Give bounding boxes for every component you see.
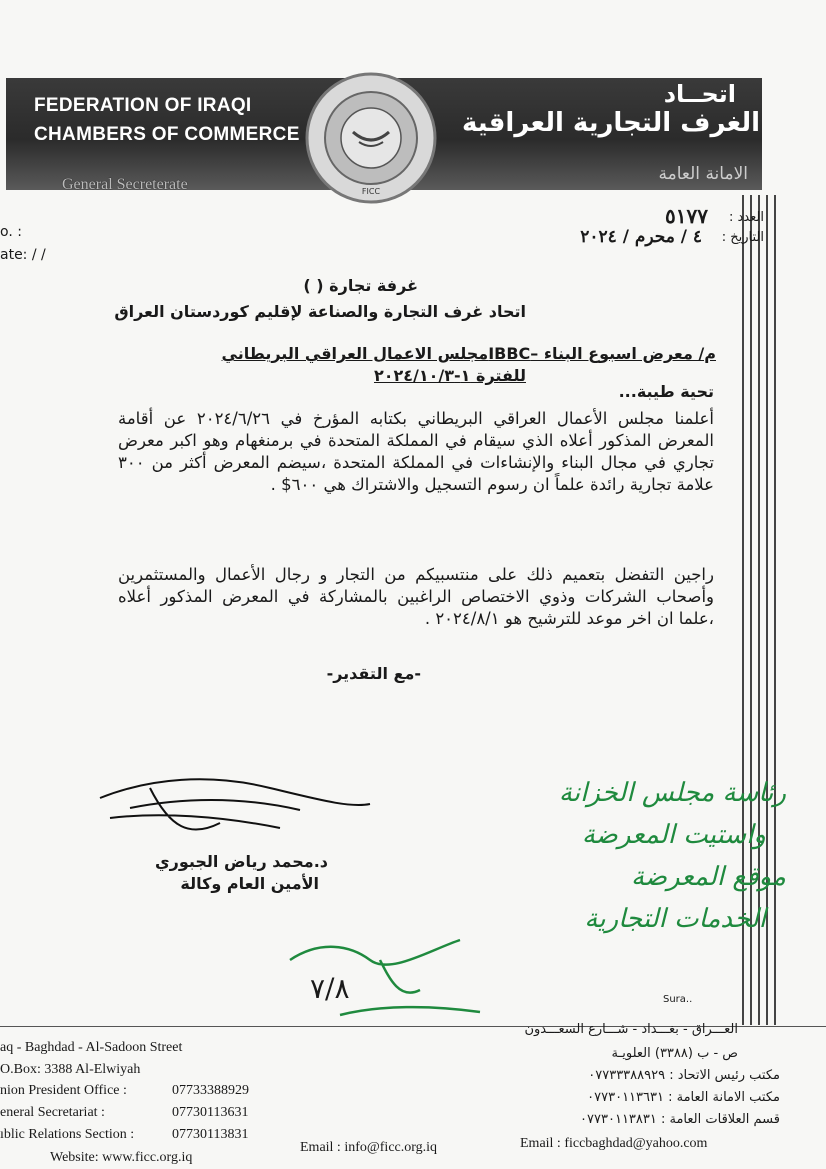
signatory-name: د.محمد رياض الجبوري <box>154 852 328 871</box>
footer-address: aq - Baghdad - Al-Sadoon Street <box>0 1040 183 1055</box>
recipient-line2: اتحاد غرف التجارة والصناعة لإقليم كوردستان العراق <box>114 302 526 321</box>
footer-pr-phone: 07730113831 <box>172 1127 249 1142</box>
body-paragraph-1: أعلمنا مجلس الأعمال العراقي البريطاني بكتابه المؤرخ في ٢٠٢٤/٦/٢٦ عن أقامة المعرض المذكور أعلاه الذي سيقام في المملكة المتحدة في برمنغهام وهو اكبر معرض تجاري في مجال البناء والإنشاءات في المملكة المتحدة ،سيضم المعرض أكثر من ٣٠٠ علامة تجارية رائدة علماً ان رسوم التسجيل والاشتراك هي ٦٠٠$ . <box>118 409 714 494</box>
footer-ar-address: العـــراق - بغـــداد - شـــارع السعـــدون <box>524 1022 738 1037</box>
footer-gensec-label: eneral Secretariat : <box>0 1105 105 1120</box>
margin-rule <box>742 195 744 1025</box>
handwritten-note-line2: واستيت المعرضة <box>581 820 766 850</box>
margin-rule <box>766 195 768 1025</box>
en-date-label: ate: / / <box>0 247 46 263</box>
footer-ar-pr: قسم العلاقات العامة : ٠٧٧٣٠١١٣٨٣١ <box>580 1112 780 1127</box>
ref-number-label: العدد : <box>729 210 764 225</box>
ficc-seal-logo <box>303 70 439 206</box>
footer-gensec-phone: 07730113631 <box>172 1105 249 1120</box>
footer-president-label: nion President Office : <box>0 1083 127 1098</box>
body-paragraph-2: راجين التفضل بتعميم ذلك على منتسبيكم من التجار و رجال الأعمال والمستثمرين وأصحاب الشركات وذوي الاختصاص الراغبين بالمشاركة في المعرض المذكور أعلاه ،علما ان اخر موعد للترشيح هو ٢٠٢٤/٨/١ . <box>118 565 714 628</box>
footer-email-2: Email : ficcbaghdad@yahoo.com <box>520 1136 708 1151</box>
margin-rule <box>774 195 776 1025</box>
signature-scribble <box>90 768 390 858</box>
footer-ar-gensec: مكتب الامانة العامة : ٠٧٧٣٠١١٣٦٣١ <box>587 1090 780 1105</box>
footer-ar-pobox: ص - ب (٣٣٨٨) العلويـة <box>611 1046 738 1061</box>
letterhead-en-gensec: General Secreterate <box>62 176 188 193</box>
handwritten-note-line1: رئاسة مجلس الخزانة <box>558 778 786 808</box>
handwritten-note-line3: موقع المعرضة <box>631 862 786 892</box>
letterhead-en-line2: CHAMBERS OF COMMERCE <box>34 124 300 145</box>
letterhead-ar-gensec: الامانة العامة <box>658 164 748 184</box>
greeting: تحية طيبة... <box>618 382 714 401</box>
sura-label: Sura.. <box>663 994 693 1005</box>
ref-date-label: التاريخ : <box>721 230 764 245</box>
handwritten-note-line4: الخدمات التجارية <box>584 904 766 934</box>
margin-rule <box>758 195 760 1025</box>
handwritten-date: ٧/٨ <box>310 972 350 1005</box>
subject-line1: م/ معرض اسبوع البناء –IBBCمجلس الاعمال العراقي البريطاني <box>221 344 716 363</box>
footer-email-1: Email : info@ficc.org.iq <box>300 1140 438 1155</box>
signatory-title: الأمين العام وكالة <box>180 874 319 893</box>
subject-line2: للفترة ١-٢٠٢٤/١٠/٣ <box>373 366 526 385</box>
footer-president-phone: 07733388929 <box>172 1083 249 1098</box>
letterhead-ar-line2: الغرف التجارية العراقية <box>462 108 760 138</box>
closing: -مع التقدير- <box>326 664 421 683</box>
recipient-line1: غرفة تجارة ( ) <box>303 276 418 295</box>
footer-website: Website: www.ficc.org.iq <box>50 1150 193 1165</box>
ref-number-value: ٥١٧٧ <box>665 204 708 228</box>
margin-rule <box>750 195 752 1025</box>
footer-ar-president: مكتب رئيس الاتحاد : ٠٧٧٣٣٣٨٨٩٢٩ <box>588 1068 780 1083</box>
footer-pobox: O.Box: 3388 Al-Elwiyah <box>0 1062 141 1077</box>
letterhead-ar-line1: اتحــاد <box>663 80 736 108</box>
letterhead-en-line1: FEDERATION OF IRAQI <box>34 95 252 116</box>
en-number-label: o. : <box>0 224 22 240</box>
ref-date-value: ٤ / محرم / ٢٠٢٤ <box>580 227 702 247</box>
seal-abbr: FICC <box>361 187 381 196</box>
footer-pr-label: ıblic Relations Section : <box>0 1127 135 1142</box>
